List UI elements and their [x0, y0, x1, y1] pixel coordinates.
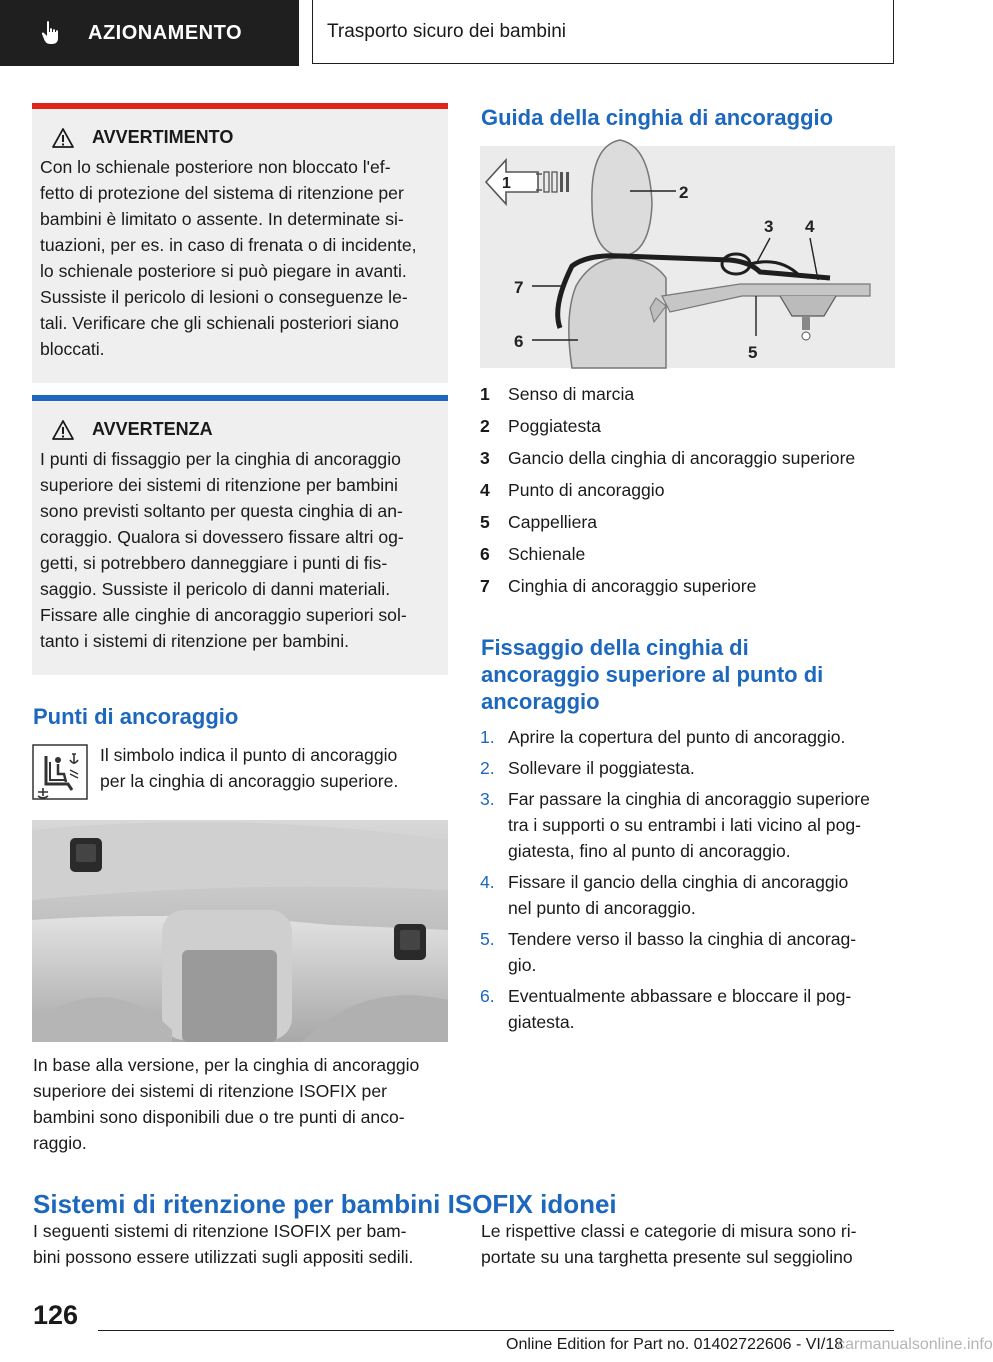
legend-item: 7 Cinghia di ancoraggio superiore [480, 576, 757, 596]
hand-pointer-icon [40, 20, 62, 46]
section-label: AZIONAMENTO [88, 21, 243, 44]
callout-6: 6 [514, 332, 524, 351]
fixing-heading: Fissaggio della cinghia di ancoraggio superiore al punto di ancoraggio [481, 635, 824, 714]
legend-item: 3 Gancio della cinghia di ancoraggio superiore [480, 448, 856, 468]
step-item: 3. Far passare la cinghia di ancoraggio superiore tra i supporti o su entrambi i lati vicino al pog- giatesta, fino al punto di ancoraggio. [480, 789, 870, 861]
isofix-text-right: Le rispettive classi e categorie di misura sono ri- portate su una targhetta presente sul seggiolino [481, 1221, 857, 1267]
warning-triangle-icon [52, 128, 74, 148]
strap-guide-heading: Guida della cinghia di ancoraggio [481, 105, 834, 130]
notice-bar [32, 395, 448, 401]
step-item: 6. Eventualmente abbassare e bloccare il pog- giatesta. [480, 986, 852, 1032]
isofix-heading: Sistemi di ritenzione per bambini ISOFIX idonei [33, 1189, 617, 1219]
warning-triangle-icon [52, 420, 74, 440]
notice-title: AVVERTENZA [92, 419, 213, 439]
warning-box [32, 103, 448, 383]
legend-item: 6 Schienale [480, 544, 586, 564]
edition-info: Online Edition for Part no. 01402722606 - VI/18carmanualsonline.info [506, 1336, 993, 1353]
legend-item: 5 Cappelliera [480, 512, 597, 532]
fixing-steps [480, 724, 900, 1040]
callout-4: 4 [805, 217, 815, 236]
anchor-points-body: In base alla versione, per la cinghia di ancoraggio superiore dei sistemi di ritenzione ISOFIX per bambini sono disponibili due o tre punti di anco- raggio. [33, 1055, 420, 1153]
callout-2: 2 [679, 183, 689, 202]
step-item: 1. Aprire la copertura del punto di ancoraggio. [480, 727, 846, 747]
child-seat-anchor-icon [32, 744, 88, 800]
chapter-title: Trasporto sicuro dei bambini [312, 0, 894, 64]
footer-rule [98, 1330, 894, 1331]
callout-1: 1 [502, 175, 511, 192]
symbol-description: Il simbolo indica il punto di ancoraggio per la cinghia di ancoraggio superiore. [100, 745, 399, 791]
strap-routing-diagram [480, 146, 895, 368]
isofix-text-left: I seguenti sistemi di ritenzione ISOFIX per bam- bini possono essere utilizzati sugli appositi sedili. [33, 1221, 414, 1267]
legend-item: 1 Senso di marcia [480, 384, 635, 404]
anchor-points-photo [32, 820, 448, 1042]
notice-text: I punti di fissaggio per la cinghia di ancoraggio superiore dei sistemi di ritenzione per bambini sono previsti soltanto per questa cinghia di an- coraggio. Qualora si dovessero fissare altri og- getti, si potrebbero danneggiare i punti di fis- saggio. Sussiste il pericolo di danni materiali. Fissare alle cinghie di ancoraggio superiori sol- tanto i sistemi di ritenzione per bambini. [40, 449, 407, 651]
legend-item: 4 Punto di ancoraggio [480, 480, 665, 500]
warning-bar [32, 103, 448, 109]
step-item: 4. Fissare il gancio della cinghia di ancoraggio nel punto di ancoraggio. [480, 872, 849, 918]
callout-3: 3 [764, 217, 774, 236]
callout-5: 5 [748, 343, 758, 362]
legend-item: 2 Poggiatesta [480, 416, 601, 436]
notice-box [32, 395, 448, 675]
page-number: 126 [33, 1300, 79, 1330]
diagram-legend [480, 378, 900, 602]
warning-text: Con lo schienale posteriore non bloccato l'ef- fetto di protezione del sistema di ritenzione per bambini è limitato o assente. In determinate si- tuazioni, per es. in caso di frenata o di incidente, lo schienale posteriore si può piegare in avanti. Sussiste il pericolo di lesioni o conseguenze le- tali. Verificare che gli schienali posteriori siano bloccati. [40, 157, 417, 359]
warning-title: AVVERTIMENTO [92, 127, 234, 147]
anchor-points-heading: Punti di ancoraggio [33, 704, 239, 729]
step-item: 5. Tendere verso il basso la cinghia di ancorag- gio. [480, 929, 857, 975]
step-item: 2. Sollevare il poggiatesta. [480, 758, 695, 778]
section-tab [0, 0, 299, 66]
callout-7: 7 [514, 278, 524, 297]
